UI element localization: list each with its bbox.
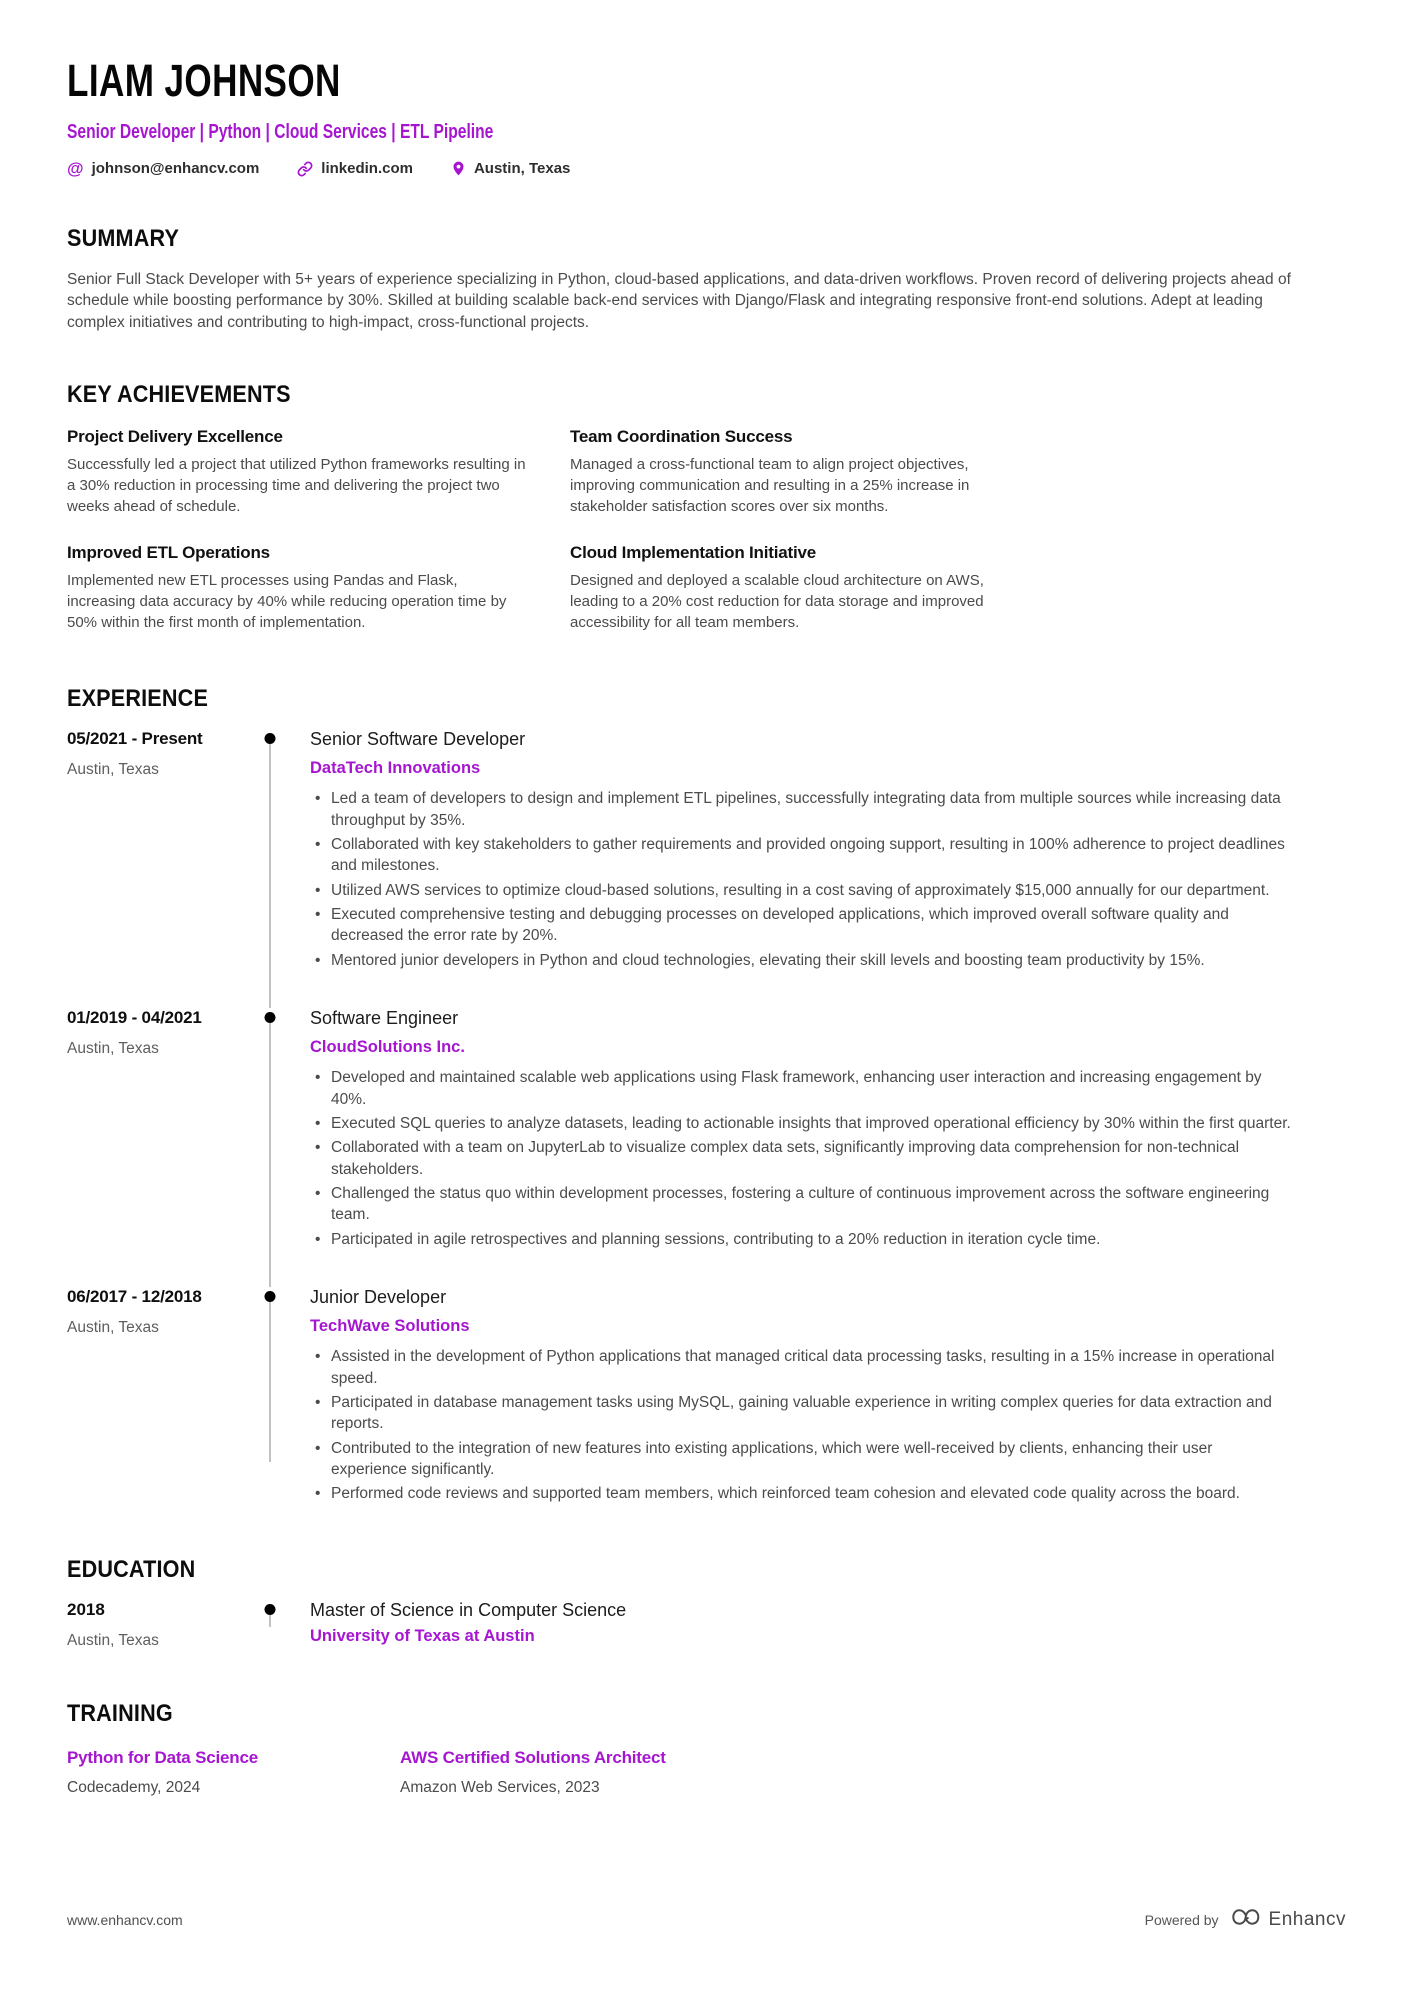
headline: Senior Developer | Python | Cloud Services | ETL Pipeline	[67, 121, 494, 143]
achievement-text: Designed and deployed a scalable cloud architecture on AWS, leading to a 20% cost reduction for data storage and improved accessibility for all team members.	[570, 572, 984, 632]
job-content	[288, 1287, 1292, 1508]
achievement-item	[570, 427, 1033, 517]
training-title: Python for Data Science	[67, 1747, 258, 1767]
person-name: LIAM JOHNSON	[67, 55, 341, 106]
key-achievements-heading: KEY ACHIEVEMENTS	[67, 381, 291, 409]
job-bullets	[310, 1067, 1292, 1250]
experience-entry	[67, 1287, 1292, 1508]
contact-email-text: johnson@enhancv.com	[91, 160, 260, 177]
bullet-item: • Performed code reviews and supported team members, which reinforced team cohesion and elevated code quality across the board.	[310, 1483, 1292, 1504]
achievement-title: Cloud Implementation Initiative	[570, 543, 816, 563]
job-content	[288, 729, 1292, 974]
training-title: AWS Certified Solutions Architect	[400, 1747, 666, 1767]
job-location: Austin, Texas	[67, 1319, 159, 1337]
bullet-item: • Led a team of developers to design and implement ETL pipelines, successfully integrating data from multiple sources while increasing data throughput by 35%.	[310, 788, 1292, 831]
education-entry	[67, 1600, 1292, 1650]
achievement-item	[67, 427, 530, 517]
job-title: Senior Software Developer	[310, 729, 526, 750]
timeline	[252, 1008, 288, 1253]
enhancv-logo-icon	[1229, 1906, 1263, 1933]
summary-section	[67, 225, 1292, 333]
timeline-line	[269, 1615, 271, 1627]
job-meta	[67, 1008, 252, 1253]
job-title: Junior Developer	[310, 1287, 447, 1308]
link-icon	[297, 161, 313, 177]
contact-location	[451, 160, 570, 177]
enhancv-website-link[interactable]: www.enhancv.com	[67, 1911, 183, 1928]
job-location: Austin, Texas	[67, 761, 159, 779]
achievement-item	[67, 543, 530, 633]
job-dates: 06/2017 - 12/2018	[67, 1287, 202, 1307]
achievement-text: Managed a cross-functional team to align project objectives, improving communication and resulting in a 25% increase in stakeholder satisfaction scores over six months.	[570, 456, 970, 516]
experience-entry	[67, 1008, 1292, 1253]
timeline-line	[269, 1023, 271, 1287]
job-title: Software Engineer	[310, 1008, 459, 1029]
job-dates: 05/2021 - Present	[67, 729, 203, 749]
key-achievements-grid	[67, 427, 1292, 633]
training-heading: TRAINING	[67, 1699, 173, 1727]
job-meta	[67, 1287, 252, 1508]
experience-section	[67, 685, 1292, 1508]
powered-by-label: Powered by	[1144, 1911, 1219, 1928]
job-content	[288, 1008, 1292, 1253]
education-heading: EDUCATION	[67, 1555, 196, 1583]
job-location: Austin, Texas	[67, 1040, 159, 1058]
key-achievements-section	[67, 381, 1292, 633]
job-company: TechWave Solutions	[310, 1317, 470, 1336]
timeline	[252, 729, 288, 974]
timeline-dot-icon	[265, 1291, 276, 1302]
bullet-item: • Participated in agile retrospectives and planning sessions, contributing to a 20% reduction in iteration cycle time.	[310, 1229, 1292, 1250]
contact-email[interactable]	[67, 160, 259, 177]
job-company: CloudSolutions Inc.	[310, 1038, 465, 1057]
training-provider: Amazon Web Services, 2023	[400, 1778, 600, 1796]
education-year: 2018	[67, 1599, 105, 1619]
timeline-line	[269, 1302, 271, 1462]
page-footer	[67, 1906, 1346, 1933]
bullet-item: • Assisted in the development of Python applications that managed critical data processing tasks, resulting in a 15% increase in operational speed.	[310, 1346, 1292, 1389]
timeline-dot-icon	[265, 733, 276, 744]
resume-header	[67, 55, 1292, 177]
experience-entry	[67, 729, 1292, 974]
training-section	[67, 1700, 1292, 1797]
achievement-text: Implemented new ETL processes using Pandas and Flask, increasing data accuracy by 40% while reducing operation time by 50% within the first month of implementation.	[67, 572, 507, 632]
education-content	[288, 1600, 1292, 1650]
enhancv-brand-name: Enhancv	[1268, 1908, 1346, 1930]
contact-linkedin-text: linkedin.com	[321, 160, 413, 177]
job-company: DataTech Innovations	[310, 759, 481, 778]
summary-text: Senior Full Stack Developer with 5+ years of experience specializing in Python, cloud-based applications, and data-driven workflows. Proven record of delivering projects ahead of schedule while boosting performance by 30%. Skilled at building scalable back-end services with Django/Flask and integrating responsive front-end solutions. Adept at leading complex initiatives and contributing to high-impact, cross-functional projects.	[67, 271, 1291, 331]
contact-row	[67, 160, 1292, 177]
training-grid	[67, 1748, 1292, 1797]
education-section	[67, 1556, 1292, 1650]
timeline-dot-icon	[265, 1604, 276, 1615]
bullet-item: • Utilized AWS services to optimize cloud-based solutions, resulting in a cost saving of approximately $15,000 annually for our department.	[310, 880, 1292, 901]
contact-linkedin[interactable]	[297, 160, 413, 177]
bullet-item: • Developed and maintained scalable web applications using Flask framework, enhancing user interaction and increasing engagement by 40%.	[310, 1067, 1292, 1110]
job-bullets	[310, 788, 1292, 971]
education-meta	[67, 1600, 252, 1650]
job-dates: 01/2019 - 04/2021	[67, 1008, 202, 1028]
job-meta	[67, 729, 252, 974]
enhancv-brand[interactable]	[1229, 1906, 1346, 1933]
achievement-title: Team Coordination Success	[570, 427, 793, 447]
bullet-item: • Challenged the status quo within development processes, fostering a culture of continuous improvement across the software engineering team.	[310, 1183, 1292, 1226]
job-bullets	[310, 1346, 1292, 1505]
contact-location-text: Austin, Texas	[473, 160, 571, 177]
education-location: Austin, Texas	[67, 1631, 159, 1649]
achievement-text: Successfully led a project that utilized Python frameworks resulting in a 30% reduction in processing time and delivering the project two weeks ahead of schedule.	[67, 456, 526, 516]
at-icon: @	[67, 159, 84, 178]
achievement-title: Project Delivery Excellence	[67, 427, 283, 447]
experience-heading: EXPERIENCE	[67, 685, 209, 713]
timeline-line	[269, 744, 271, 1008]
powered-by	[1145, 1906, 1346, 1933]
achievement-title: Improved ETL Operations	[67, 543, 270, 563]
training-provider: Codecademy, 2024	[67, 1778, 201, 1796]
bullet-item: • Contributed to the integration of new features into existing applications, which were well-received by clients, enhancing their user experience significantly.	[310, 1438, 1292, 1481]
bullet-item: • Collaborated with a team on JupyterLab to visualize complex data sets, significantly improving data comprehension for non-technical stakeholders.	[310, 1137, 1292, 1180]
location-pin-icon	[451, 160, 466, 177]
timeline	[252, 1287, 288, 1508]
education-degree: Master of Science in Computer Science	[310, 1599, 627, 1620]
achievement-item	[570, 543, 1033, 633]
bullet-item: • Executed SQL queries to analyze datasets, leading to actionable insights that improved operational efficiency by 30% within the first quarter.	[310, 1113, 1292, 1134]
education-school: University of Texas at Austin	[310, 1626, 535, 1645]
training-item	[400, 1748, 1292, 1797]
training-item	[67, 1748, 400, 1797]
bullet-item: • Collaborated with key stakeholders to gather requirements and provided ongoing support, resulting in 100% adherence to project deadlines and milestones.	[310, 834, 1292, 877]
timeline-dot-icon	[265, 1012, 276, 1023]
timeline	[252, 1600, 288, 1650]
summary-heading: SUMMARY	[67, 225, 180, 252]
bullet-item: • Mentored junior developers in Python and cloud technologies, elevating their skill levels and boosting team productivity by 15%.	[310, 950, 1292, 971]
bullet-item: • Participated in database management tasks using MySQL, gaining valuable experience in writing complex queries for data extraction and reports.	[310, 1392, 1292, 1435]
bullet-item: • Executed comprehensive testing and debugging processes on developed applications, which improved overall software quality and decreased the error rate by 20%.	[310, 904, 1292, 947]
